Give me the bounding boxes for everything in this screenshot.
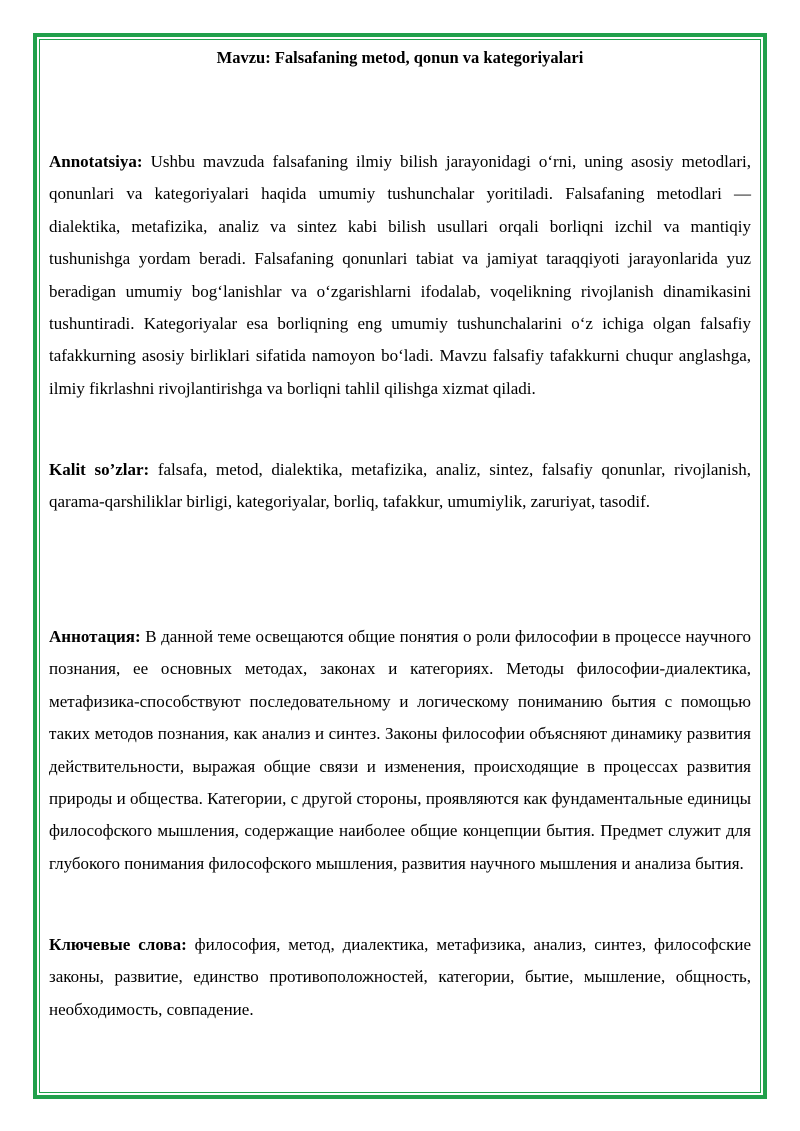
annotation-uz-text: Ushbu mavzuda falsafaning ilmiy bilish jarayonidagi o‘rni, uning asosiy metodlari, qonunlari va kategoriyalari haqida umumiy tushunchalar yoritiladi. Falsafaning metodlari — dialektika, metafizika, analiz va sintez kabi bilish usullari orqali borliqni izchil va mantiqiy tushunishga yordam beradi. Falsafaning qonunlari tabiat va jamiyat taraqqiyoti jarayonlarida yuz beradigan umumiy bog‘lanishlar va o‘zgarishlarni ifodalab, voqelikning rivojlanish dinamikasini tushuntiradi. Kategoriyalar esa borliqning eng umumiy tushunchalarini o‘z ichiga olgan falsafiy tafakkurning asosiy birliklari sifatida namoyon bo‘ladi. Mavzu falsafiy tafakkurni chuqur anglashga, ilmiy fikrlashni rivojlantirishga va borliqni tahlil qilishga xizmat qiladi.	[49, 152, 752, 398]
annotation-ru-paragraph	[49, 621, 751, 880]
keywords-uz-paragraph	[49, 454, 751, 519]
annotation-ru-text: В данной теме освещаются общие понятия о роли философии в процессе научного познания, ее основных методах, законах и категориях. Методы философии-диалектика, метафизика-способствуют последовательному и логическому пониманию бытия с помощью таких методов познания, как анализ и синтез. Законы философии объясняют динамику развития действительности, выражая общие связи и изменения, происходящие в процессах развития природы и общества. Категории, с другой стороны, проявляются как фундаментальные единицы философского мышления, содержащие наиболее общие концепции бытия. Предмет служит для глубокого понимания философского мышления, развития научного мышления и анализа бытия.	[49, 627, 752, 873]
annotation-ru-label: Аннотация:	[49, 627, 141, 646]
keywords-ru-label: Ключевые слова:	[49, 935, 187, 954]
keywords-uz-text: falsafa, metod, dialektika, metafizika, analiz, sintez, falsafiy qonunlar, rivojlanish, qarama-qarshiliklar birligi, kategoriyalar, borliq, tafakkur, umumiylik, zaruriyat, tasodif.	[49, 460, 751, 512]
keywords-ru-text: философия, метод, диалектика, метафизика, анализ, синтез, философские законы, развитие, единство противоположностей, категории, бытие, мышление, общность, необходимость, совпадение.	[49, 935, 751, 1019]
keywords-ru-paragraph	[49, 929, 751, 1026]
annotation-uz-paragraph	[49, 146, 751, 405]
annotation-uz-label: Annotatsiya:	[49, 152, 143, 171]
keywords-uz-label: Kalit so’zlar:	[49, 460, 150, 479]
document-title: Mavzu: Falsafaning metod, qonun va kategoriyalari	[216, 48, 584, 67]
